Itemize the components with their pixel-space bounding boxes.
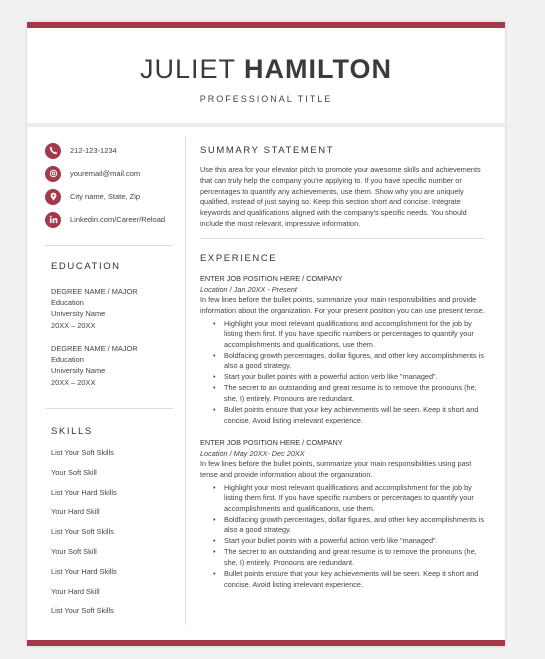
experience-heading: EXPERIENCE [200, 253, 278, 264]
university-name: University Name [51, 366, 106, 376]
job-location: Location / May 20XX- Dec 20XX [200, 449, 305, 459]
summary-text: Use this area for your elevator pitch to promote your awesome skills and achievements that can truly help the company you're applying to. If you have specific number or percentages to quantify any achievements, use them. Show why you are uniquely qualified, instead of just saying so. Keep this section short and concise. Integrate keywords and qualifications aligned with the company's specific needs. You should include the most relevant, impressive information. [200, 165, 481, 228]
email-text: youremail@mail.com [70, 169, 141, 178]
linkedin-text: Linkedin.com/Career/Reload [70, 215, 166, 224]
last-name: HAMILTON [244, 54, 393, 84]
university-name: University Name [51, 309, 106, 319]
experience-section [200, 253, 485, 591]
first-name: JULIET [139, 54, 236, 84]
bottom-accent-bar [27, 640, 505, 646]
professional-title: PROFESSIONAL TITLE [199, 94, 333, 104]
job-entry [200, 438, 485, 590]
column-divider [185, 137, 186, 625]
skill-item: Your Hard Skill [51, 586, 100, 596]
job-intro: In few lines before the bullet points, summarize your main responsibilities using past tense and provide information about the organization. [200, 459, 472, 479]
phone-icon [45, 143, 61, 159]
candidate-name [27, 54, 505, 85]
job-title: ENTER JOB POSITION HERE / COMPANY [200, 274, 343, 283]
skills-heading: SKILLS [51, 426, 93, 437]
skill-item: Your Soft Skill [51, 467, 97, 477]
job-entry [200, 274, 485, 426]
skill-item: List Your Soft Skills [51, 606, 114, 616]
bullet-item: • Boldfacing growth percentages, dollar figures, and other key accomplishments is also a good strategy. [224, 351, 485, 372]
contact-email [45, 163, 173, 184]
skill-item: List Your Soft Skills [51, 448, 114, 457]
summary-divider [200, 238, 485, 239]
bullet-item: • Bullet points ensure that your key achievements will be seen. Keep it short and concise. Avoid listing irrelevant experience. [224, 405, 485, 426]
degree-name: DEGREE NAME / MAJOR [51, 344, 138, 353]
education-years: 20XX – 20XX [51, 320, 96, 330]
bullet-item: • Start your bullet points with a powerful action verb like "managed". [224, 536, 485, 547]
job-bullets [224, 319, 485, 427]
skills-list [51, 448, 171, 626]
location-icon [45, 189, 61, 205]
education-heading: EDUCATION [51, 261, 121, 272]
bullet-item: • Start your bullet points with a powerful action verb like "managed". [224, 372, 485, 383]
skill-item: Your Hard Skill [51, 507, 100, 517]
header-divider [27, 123, 505, 127]
skill-item: List Your Soft Skills [51, 527, 114, 537]
left-divider [45, 245, 173, 246]
resume-page [27, 22, 505, 646]
email-icon [45, 166, 61, 182]
bullet-item: • Highlight your most relevant qualifications and accomplishment for the job by listing them first. If you have specific numbers or percentages to quantify your accomplishments and qualifications, use them. [224, 319, 485, 351]
contact-phone [45, 140, 173, 161]
skill-item: Your Soft Skill [51, 546, 97, 556]
contact-location [45, 186, 173, 207]
summary-heading: SUMMARY STATEMENT [200, 145, 335, 156]
summary-section [200, 145, 485, 239]
job-bullets [224, 483, 485, 591]
bullet-item: • Boldfacing growth percentages, dollar figures, and other key accomplishments is also a good strategy. [224, 515, 485, 536]
education-entry [51, 343, 176, 388]
bullet-item: • The secret to an outstanding and great resume is to remove the pronouns (he, she, I) entirely. Pronouns are redundant. [224, 547, 485, 568]
bullet-item: • Highlight your most relevant qualifications and accomplishment for the job by listing them first. If you have specific numbers or percentages to quantify your accomplishments and qualifications, use them. [224, 483, 485, 515]
location-text: City name, State, Zip [70, 192, 141, 201]
degree-name: DEGREE NAME / MAJOR [51, 287, 138, 296]
skill-item: List Your Hard Skills [51, 487, 117, 497]
left-divider [45, 408, 173, 409]
job-intro: In few lines before the bullet points, summarize your main responsibilities and provide information about the organization. For your present position you can use present tense. [200, 295, 485, 315]
phone-text: 212-123-1234 [70, 146, 117, 155]
job-location: Location / Jan 20XX - Present [200, 285, 297, 294]
skill-item: List Your Hard Skills [51, 566, 117, 576]
degree-field: Education [51, 355, 84, 365]
education-years: 20XX – 20XX [51, 377, 96, 387]
job-title: ENTER JOB POSITION HERE / COMPANY [200, 438, 343, 448]
education-entry [51, 286, 176, 331]
contact-linkedin [45, 209, 173, 230]
bullet-item: • The secret to an outstanding and great resume is to remove the pronouns (he, she, I) entirely. Pronouns are redundant. [224, 383, 485, 404]
contact-list [45, 140, 173, 232]
bullet-item: • Bullet points ensure that your key achievements will be seen. Keep it short and concise. Avoid listing irrelevant experience. [224, 569, 485, 590]
degree-field: Education [51, 298, 84, 308]
resume-header [27, 28, 505, 124]
linkedin-icon [45, 212, 61, 228]
